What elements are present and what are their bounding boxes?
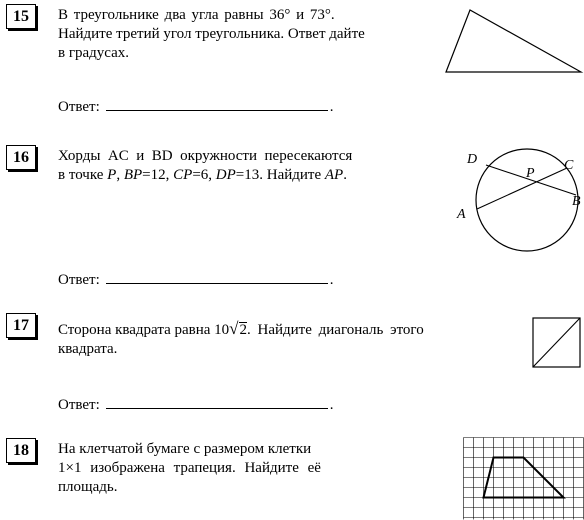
task-17-answer-dot: . xyxy=(329,397,334,413)
task-16-answer-label: Ответ: xyxy=(58,272,100,288)
task-15-text xyxy=(58,6,365,63)
task-17-answer-field[interactable] xyxy=(106,395,328,409)
task-18-number: 18 xyxy=(6,438,36,463)
task-17-answer-label: Ответ: xyxy=(58,397,100,413)
task-16-answer-field[interactable] xyxy=(106,270,328,284)
sqrt-sign: √ xyxy=(229,319,239,338)
task-15-answer-label: Ответ: xyxy=(58,99,100,115)
task-17-radicand: 2 xyxy=(239,322,247,338)
square-figure xyxy=(532,317,582,369)
circle-chords-figure xyxy=(450,145,582,260)
task-17-answer xyxy=(58,395,334,414)
task-18-text xyxy=(58,440,321,497)
label-p: P xyxy=(526,166,535,181)
task-15-line-3: в градусах. xyxy=(58,45,130,61)
task-15-answer xyxy=(58,97,334,116)
task-17-line-2: квадрата. xyxy=(58,341,118,357)
task-16-line-2-text: в точке P, BP=12, CP=6, DP=13. Найдите AP. xyxy=(58,167,347,183)
task-17-text xyxy=(58,319,424,359)
task-17-coef: 10 xyxy=(214,322,230,338)
task-17-number: 17 xyxy=(6,313,36,338)
task-16-number: 16 xyxy=(6,145,36,170)
task-16-line-1-text: Хорды AC и BD окружности пересекаются xyxy=(58,148,353,164)
grid-trapezoid-figure xyxy=(463,437,584,520)
task-17-line-1-start: Сторона квадрата равна xyxy=(58,322,215,338)
task-18-line-1: На клетчатой бумаге с размером клетки xyxy=(58,441,312,457)
task-18-line-2: 1×1 изображена трапеция. Найдите её xyxy=(58,460,321,476)
task-18-line-3: площадь. xyxy=(58,479,118,495)
task-17-line-1-end: . Найдите диагональ этого xyxy=(247,322,424,338)
task-16-text xyxy=(58,147,414,185)
task-16-answer-dot: . xyxy=(329,272,334,288)
task-17-line-1 xyxy=(58,319,424,340)
task-15-line-2: Найдите третий угол треугольника. Ответ дайте xyxy=(58,26,365,42)
label-b: B xyxy=(572,194,581,209)
label-c: C xyxy=(564,158,574,173)
label-a: A xyxy=(457,207,466,222)
triangle-figure xyxy=(440,4,584,76)
task-16-line-1 xyxy=(58,147,414,166)
task-15-number: 15 xyxy=(6,4,36,29)
task-15-answer-dot: . xyxy=(329,99,334,115)
task-16-answer xyxy=(58,270,334,289)
task-16-line-2 xyxy=(58,166,414,185)
task-15-line-1: В треугольнике два угла равны 36° и 73°. xyxy=(58,7,335,23)
label-d: D xyxy=(467,152,478,167)
task-15-answer-field[interactable] xyxy=(106,97,328,111)
